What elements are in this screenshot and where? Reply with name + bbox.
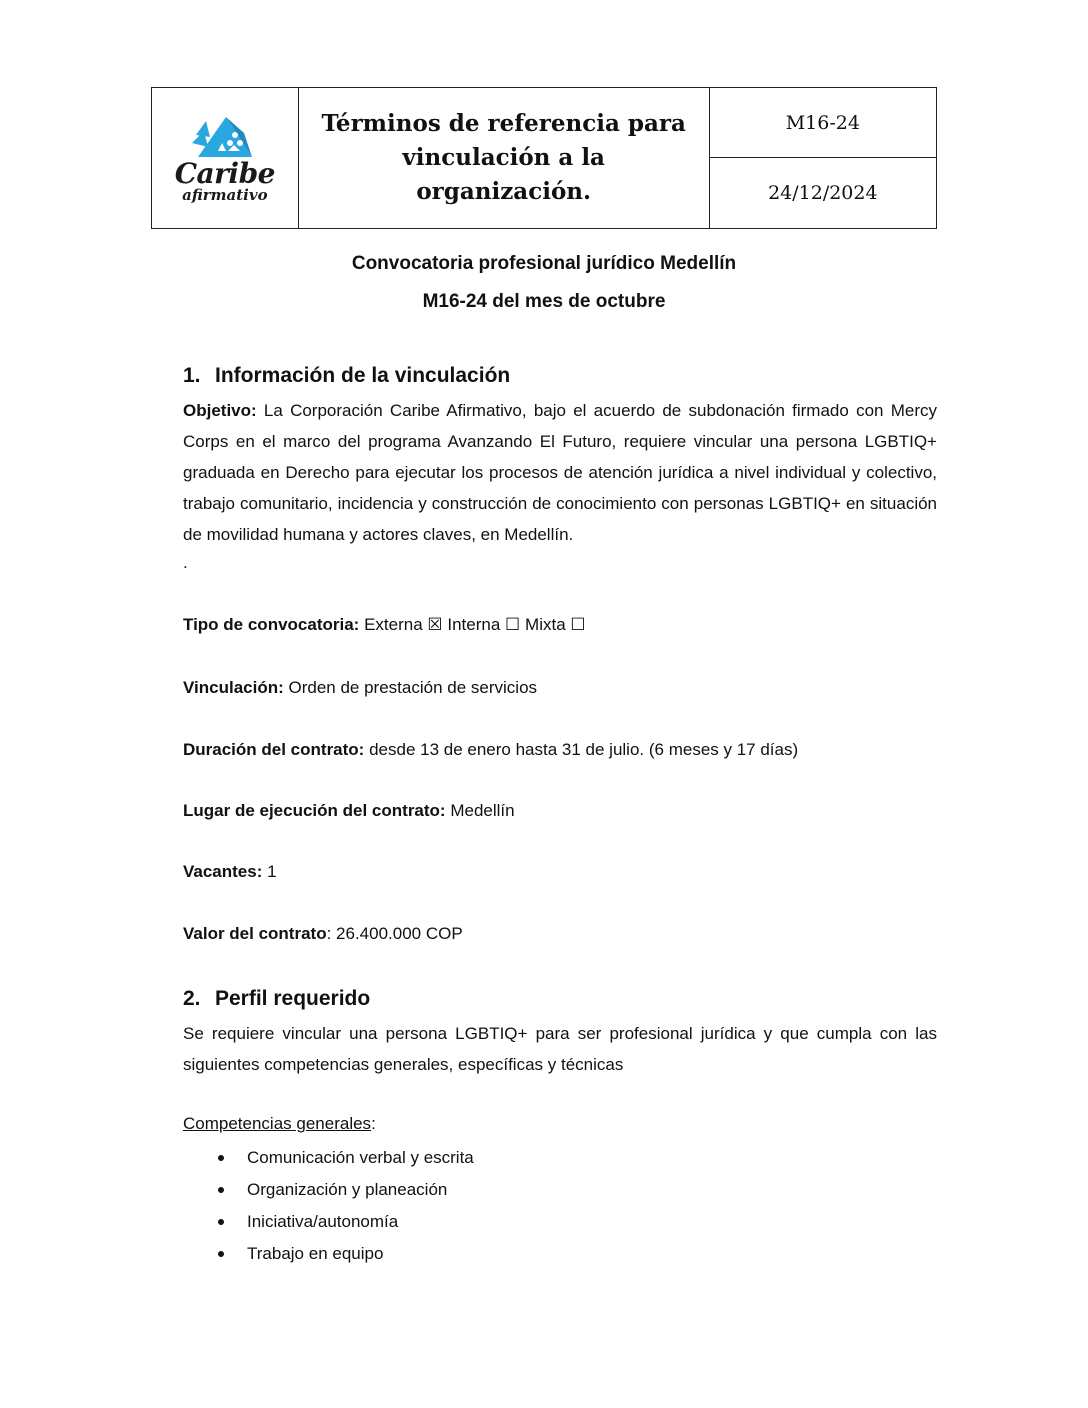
perfil-intro: Se requiere vincular una persona LGBTIQ+ para ser profesional jurídica y que cumpla con las siguientes competencias generales, específicas y técnicas	[183, 1024, 937, 1074]
document-code: M16-24	[785, 111, 860, 134]
lugar-value: Medellín	[450, 801, 515, 820]
section-2-number: 2.	[183, 987, 201, 1010]
bullet-icon	[218, 1219, 224, 1225]
vinculacion-label: Vinculación:	[183, 678, 284, 697]
bullet-icon	[218, 1251, 224, 1257]
vinculacion-field	[183, 678, 537, 698]
valor-value: : 26.400.000 COP	[326, 924, 463, 943]
subtitle-line-2: M16-24 del mes de octubre	[422, 291, 666, 312]
list-item	[183, 1142, 474, 1174]
lugar-field	[183, 801, 515, 821]
option-mixta-checkbox[interactable]: ☐	[570, 615, 586, 635]
subtitle-line-1: Convocatoria profesional jurídico Medellín	[351, 253, 737, 274]
logo-subword: afirmativo	[182, 186, 268, 204]
competencias-heading	[183, 1114, 376, 1134]
duracion-label: Duración del contrato:	[183, 740, 365, 759]
header-table	[151, 87, 937, 229]
vacantes-value: 1	[267, 862, 277, 881]
section-1-title: Información de la vinculación	[215, 364, 511, 387]
objective-text: La Corporación Caribe Afirmativo, bajo el acuerdo de subdonación firmado con Mercy Corps en el marco del programa Avanzando El Futuro, requiere vincular una persona LGBTIQ+ graduada en Derecho para ejecutar los procesos de atención jurídica a nivel individual y colectivo, trabajo comunitario, incidencia y construcción de conocimiento con personas LGBTIQ+ en situación de movilidad humana y actores claves, en Medellín.	[183, 401, 937, 544]
competencias-colon: :	[371, 1114, 376, 1133]
list-item-text: Organización y planeación	[247, 1180, 448, 1199]
list-item-text: Comunicación verbal y escrita	[247, 1148, 474, 1167]
objective-paragraph	[183, 395, 937, 550]
list-item-text: Trabajo en equipo	[247, 1244, 384, 1263]
list-item	[183, 1238, 474, 1270]
list-item-text: Iniciativa/autonomía	[247, 1212, 399, 1231]
bullet-icon	[218, 1187, 224, 1193]
stray-mark: .	[183, 553, 188, 572]
date-cell	[709, 158, 936, 229]
duracion-field	[183, 740, 798, 760]
section-2-title: Perfil requerido	[215, 987, 371, 1010]
list-item	[183, 1174, 474, 1206]
caribe-afirmativo-logo	[152, 113, 298, 203]
section-2-heading	[183, 987, 370, 1011]
option-externa-label: Externa	[364, 615, 423, 634]
logo-word: Caribe	[174, 157, 275, 190]
vinculacion-value: Orden de prestación de servicios	[288, 678, 538, 697]
vacantes-label: Vacantes:	[183, 862, 263, 881]
duracion-value: desde 13 de enero hasta 31 de julio. (6 meses y 17 días)	[369, 740, 799, 759]
valor-field	[183, 924, 463, 944]
section-1-heading	[183, 364, 510, 388]
competencias-list	[183, 1142, 474, 1270]
tipo-convocatoria	[183, 615, 586, 635]
title-cell	[298, 88, 709, 229]
option-externa-checkbox[interactable]: ☒	[427, 615, 443, 635]
code-cell	[709, 88, 936, 158]
document-title: Términos de referencia para vinculación a la organización.	[321, 110, 686, 205]
objective-label: Objetivo:	[183, 401, 257, 420]
option-mixta-label: Mixta	[525, 615, 566, 634]
valor-label: Valor del contrato	[183, 924, 327, 943]
document-date: 24/12/2024	[768, 182, 878, 204]
vacantes-field	[183, 862, 277, 882]
list-item	[183, 1206, 474, 1238]
lugar-label: Lugar de ejecución del contrato:	[183, 801, 446, 820]
competencias-label: Competencias generales	[183, 1114, 372, 1133]
bullet-icon	[218, 1155, 224, 1161]
logo-triangle-icon	[190, 113, 260, 161]
tipo-label: Tipo de convocatoria:	[183, 615, 360, 634]
section-1-number: 1.	[183, 364, 201, 387]
logo-cell	[152, 88, 299, 229]
option-interna-checkbox[interactable]: ☐	[505, 615, 521, 635]
option-interna-label: Interna	[447, 615, 501, 634]
